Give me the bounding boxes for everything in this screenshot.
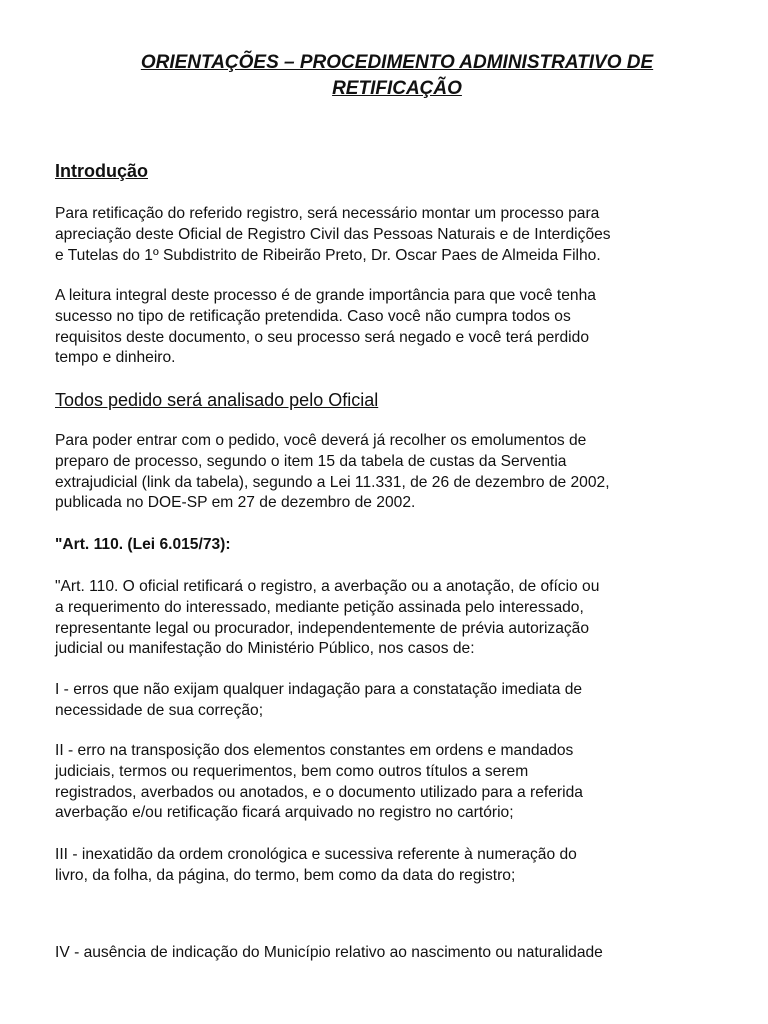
document-title-line: RETIFICAÇÃO	[332, 78, 462, 99]
paragraph	[55, 286, 695, 369]
paragraph-line: judiciais, termos ou requerimentos, bem como outros títulos a serem	[55, 762, 529, 780]
paragraph-line: I - erros que não exijam qualquer indagação para a constatação imediata de	[55, 681, 583, 698]
paragraph-line: requisitos deste documento, o seu processo será negado e você terá perdido	[55, 328, 589, 346]
paragraph-line: preparo de processo, segundo o item 15 da tabela de custas da Serventia	[55, 452, 567, 470]
list-item	[55, 845, 695, 887]
section-heading-analise: Todos pedido será analisado pelo Oficial	[55, 390, 379, 410]
paragraph-line: II - erro na transposição dos elementos constantes em ordens e mandados	[55, 742, 574, 759]
paragraph-line: judicial ou manifestação do Ministério Público, nos casos de:	[55, 640, 475, 658]
paragraph-line: representante legal ou procurador, independentemente de prévia autorização	[55, 619, 590, 637]
list-item	[55, 943, 695, 964]
paragraph-line: apreciação deste Oficial de Registro Civil das Pessoas Naturais e de Interdições	[55, 225, 611, 243]
paragraph-line: publicada no DOE-SP em 27 de dezembro de 2002.	[55, 494, 416, 512]
paragraph	[55, 204, 695, 266]
document-title	[60, 50, 734, 102]
paragraph-line: sucesso no tipo de retificação pretendida. Caso você não cumpra todos os	[55, 307, 571, 325]
list-item	[55, 741, 695, 824]
paragraph-line: "Art. 110. O oficial retificará o registro, a averbação ou a anotação, de ofício ou	[55, 578, 600, 595]
paragraph-line: III - inexatidão da ordem cronológica e sucessiva referente à numeração do	[55, 846, 577, 863]
article-heading	[55, 535, 695, 556]
paragraph-line: tempo e dinheiro.	[55, 349, 176, 367]
paragraph-line: "Art. 110. (Lei 6.015/73):	[55, 536, 231, 553]
document-title-line: ORIENTAÇÕES – PROCEDIMENTO ADMINISTRATIVO DE	[140, 52, 654, 73]
paragraph	[55, 577, 695, 660]
section-heading-introducao: Introdução	[55, 161, 148, 181]
paragraph-line: a requerimento do interessado, mediante petição assinada pelo interessado,	[55, 598, 584, 616]
paragraph-line: e Tutelas do 1º Subdistrito de Ribeirão Preto, Dr. Oscar Paes de Almeida Filho.	[55, 246, 601, 264]
paragraph-line: A leitura integral deste processo é de grande importância para que você tenha	[55, 287, 596, 304]
paragraph	[55, 431, 695, 514]
paragraph-line: registrados, averbados ou anotados, e o documento utilizado para a referida	[55, 783, 583, 801]
paragraph-line: Para poder entrar com o pedido, você deverá já recolher os emolumentos de	[55, 432, 587, 449]
paragraph-line: livro, da folha, da página, do termo, bem como da data do registro;	[55, 866, 516, 884]
paragraph-line: IV - ausência de indicação do Município relativo ao nascimento ou naturalidade	[55, 944, 603, 961]
paragraph-line: necessidade de sua correção;	[55, 701, 264, 719]
paragraph-line: averbação e/ou retificação ficará arquivado no registro no cartório;	[55, 804, 514, 822]
paragraph-line: extrajudicial (link da tabela), segundo a Lei 11.331, de 26 de dezembro de 2002,	[55, 473, 610, 491]
paragraph-line: Para retificação do referido registro, será necessário montar um processo para	[55, 205, 600, 222]
list-item	[55, 680, 695, 722]
